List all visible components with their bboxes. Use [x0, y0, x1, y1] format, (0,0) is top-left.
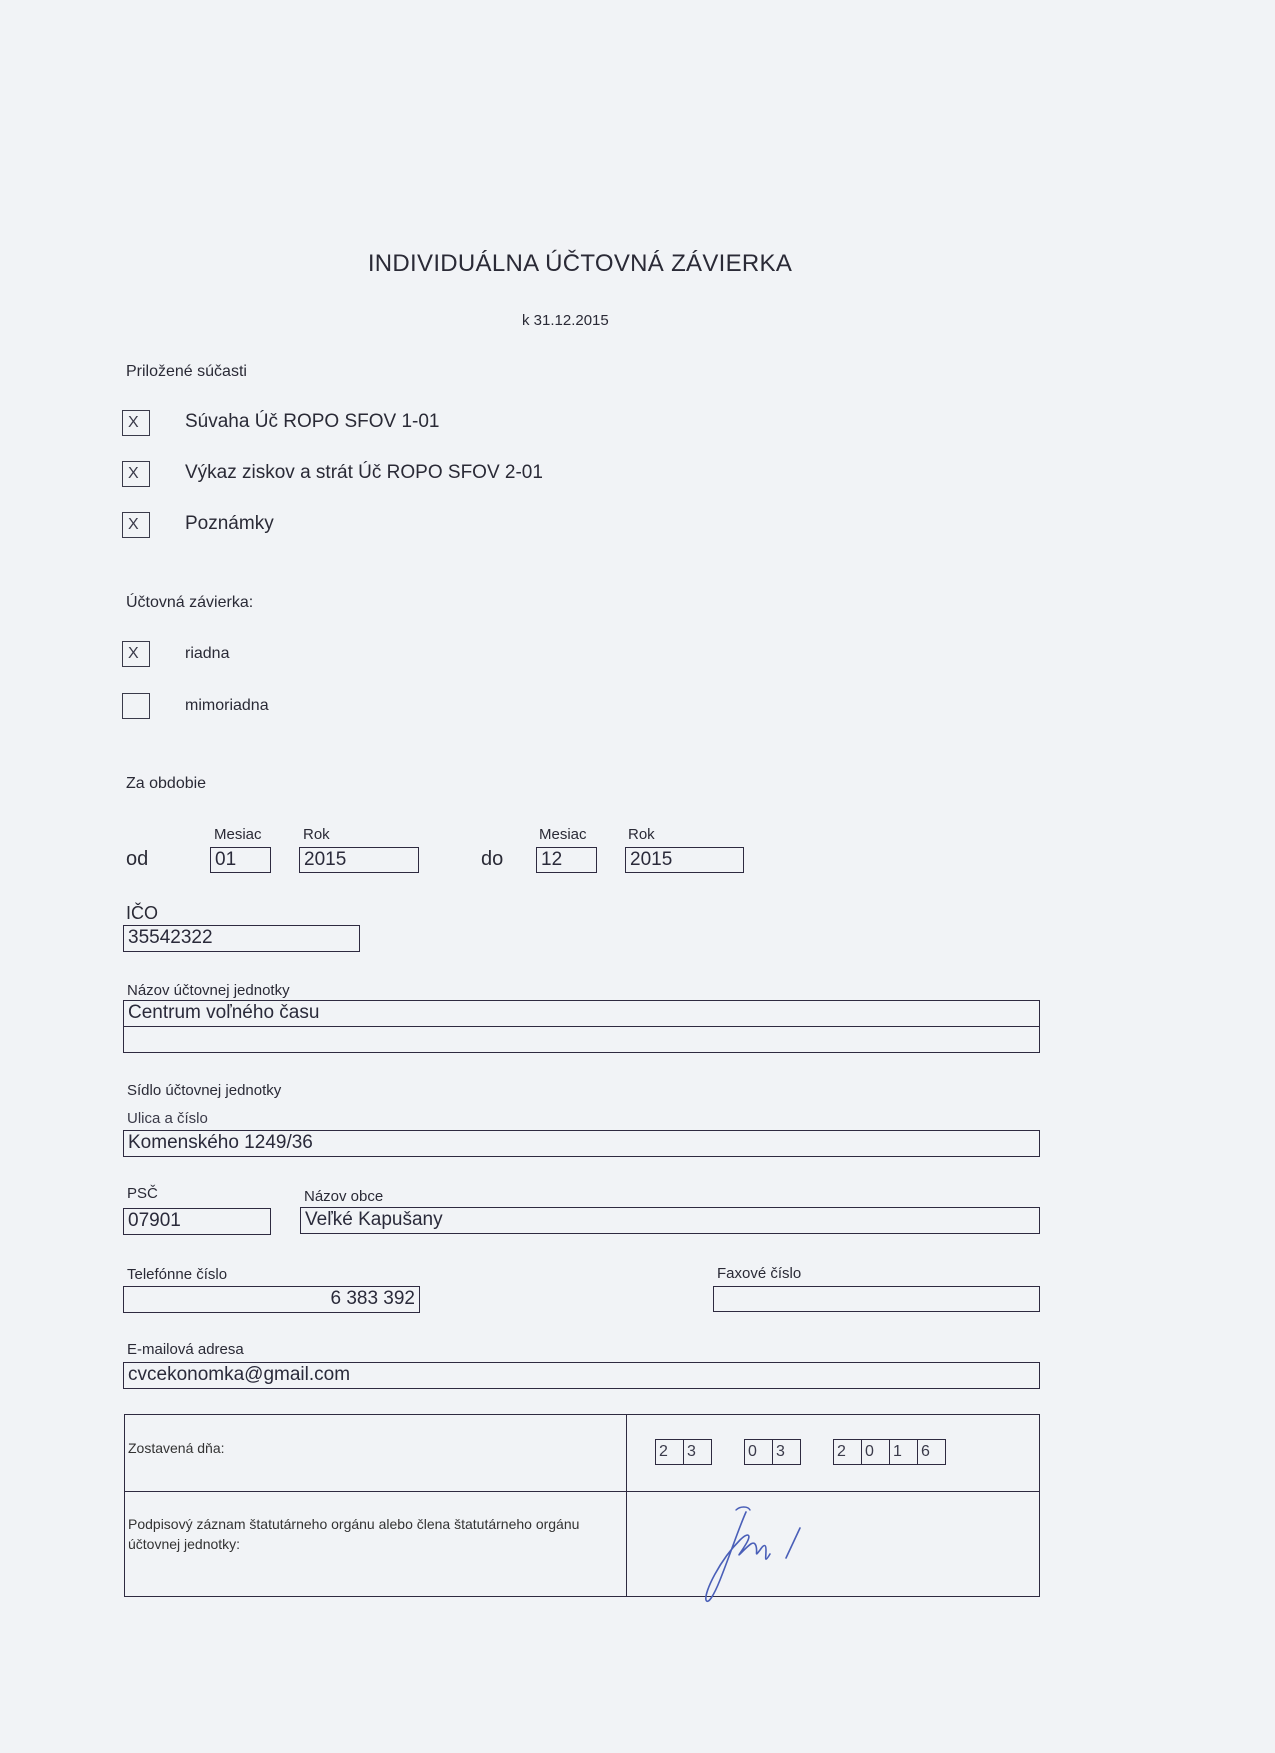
from-month-field[interactable]: 01: [210, 847, 271, 873]
as-of-date: k 31.12.2015: [522, 312, 609, 329]
to-month-field[interactable]: 12: [536, 847, 597, 873]
label-vykaz: Výkaz ziskov a strát Úč ROPO SFOV 2-01: [185, 462, 543, 483]
label-mimoriadna: mimoriadna: [185, 697, 269, 714]
entity-name-label: Názov účtovnej jednotky: [127, 982, 290, 999]
compiled-day-digit-1[interactable]: 2: [655, 1439, 684, 1465]
to-year-field[interactable]: 2015: [625, 847, 744, 873]
email-label: E-mailová adresa: [127, 1341, 244, 1358]
table-divider-v: [626, 1414, 627, 1597]
entity-name-line2[interactable]: [123, 1026, 1040, 1053]
compiled-label: Zostavená dňa:: [128, 1440, 225, 1456]
address-heading: Sídlo účtovnej jednotky: [127, 1082, 282, 1099]
document-title: INDIVIDUÁLNA ÚČTOVNÁ ZÁVIERKA: [367, 250, 793, 277]
table-divider-h: [124, 1491, 1040, 1492]
from-month-label: Mesiac: [214, 826, 262, 843]
period-heading: Za obdobie: [126, 775, 207, 792]
fax-field[interactable]: [713, 1286, 1040, 1312]
to-month-label: Mesiac: [539, 826, 587, 843]
street-field[interactable]: Komenského 1249/36: [123, 1130, 1040, 1157]
checkbox-riadna[interactable]: X: [122, 641, 150, 667]
handwritten-signature: [700, 1500, 850, 1610]
from-year-label: Rok: [303, 826, 330, 843]
street-label: Ulica a číslo: [127, 1110, 208, 1127]
phone-field[interactable]: 6 383 392: [123, 1286, 420, 1313]
from-year-field[interactable]: 2015: [299, 847, 419, 873]
city-field[interactable]: Veľké Kapušany: [300, 1207, 1040, 1234]
signature-label: Podpisový záznam štatutárneho orgánu alebo člena štatutárneho orgánu účtovnej jednotky:: [128, 1516, 580, 1552]
compiled-year-digit-1[interactable]: 2: [833, 1439, 862, 1465]
checkbox-poznamky[interactable]: X: [122, 512, 150, 538]
psc-field[interactable]: 07901: [123, 1208, 271, 1235]
label-poznamky: Poznámky: [185, 513, 274, 534]
compiled-day-digit-2[interactable]: 3: [683, 1439, 712, 1465]
label-riadna: riadna: [185, 645, 230, 662]
compiled-year-digit-3[interactable]: 1: [889, 1439, 918, 1465]
checkbox-vykaz[interactable]: X: [122, 461, 150, 487]
phone-label: Telefónne číslo: [127, 1266, 228, 1283]
compiled-year-digit-2[interactable]: 0: [861, 1439, 890, 1465]
label-suvaha: Súvaha Úč ROPO SFOV 1-01: [185, 411, 440, 432]
psc-label: PSČ: [127, 1185, 158, 1202]
compiled-month-digit-1[interactable]: 0: [744, 1439, 773, 1465]
ico-field[interactable]: 35542322: [123, 925, 360, 952]
statement-type-heading: Účtovná závierka:: [126, 594, 254, 611]
entity-name-line1[interactable]: Centrum voľného času: [123, 1000, 1040, 1027]
components-heading: Priložené súčasti: [126, 363, 247, 380]
to-label: do: [481, 848, 504, 870]
checkbox-suvaha[interactable]: X: [122, 410, 150, 436]
to-year-label: Rok: [628, 826, 655, 843]
from-label: od: [126, 848, 149, 870]
compiled-year-digit-4[interactable]: 6: [917, 1439, 946, 1465]
compiled-month-digit-2[interactable]: 3: [772, 1439, 801, 1465]
checkbox-mimoriadna[interactable]: [122, 693, 150, 719]
email-field[interactable]: cvcekonomka@gmail.com: [123, 1362, 1040, 1389]
city-label: Názov obce: [304, 1188, 384, 1205]
fax-label: Faxové číslo: [717, 1265, 802, 1282]
ico-label: IČO: [126, 903, 159, 923]
